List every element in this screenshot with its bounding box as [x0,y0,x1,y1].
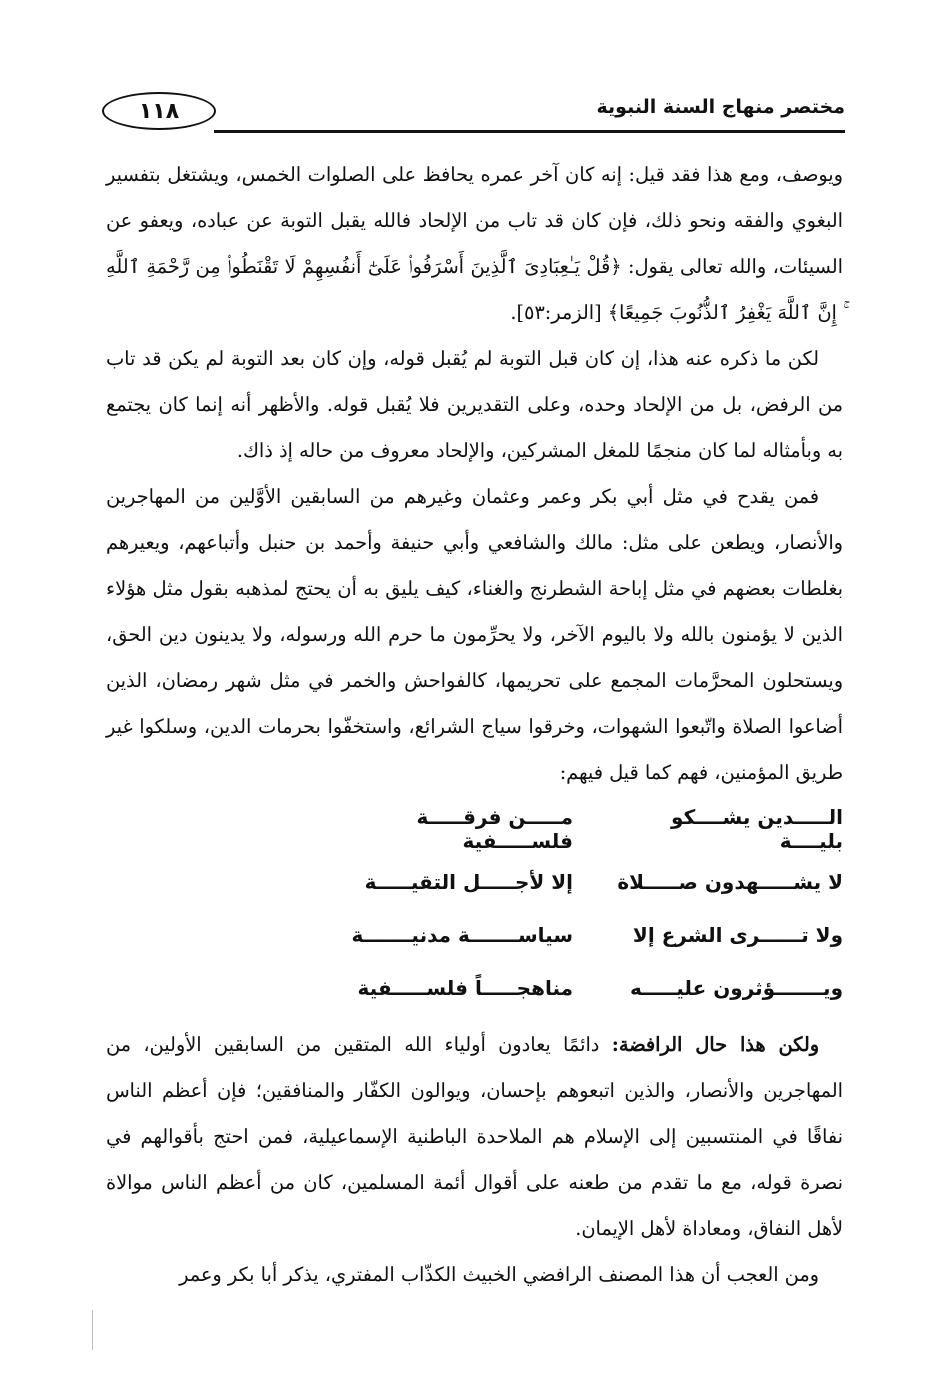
poem-verse [106,855,843,908]
paragraph-repentance: ويوصف، ومع هذا فقد قيل: إنه كان آخر عمره يحافظ على الصلوات الخمس، ويشتغل بتفسير البغوي والفقه ونحو ذلك، فإن كان قد تاب من الإلحاد فالله يقبل التوبة عن عباده، ويعفو عن السيئات، والله تعالى يقول: ﴿قُلْ يَـٰعِبَادِىَ ٱلَّذِينَ أَسْرَفُوا۟ عَلَىٰٓ أَنفُسِهِمْ لَا تَقْنَطُوا۟ مِن رَّحْمَةِ ٱللَّهِ ۚ إِنَّ ٱللَّهَ يَغْفِرُ ٱلذُّنُوبَ جَمِيعًا﴾ [الزمر:٥٣]. [106,163,843,324]
poem-hemistich-first: ولا تــــــرى الشرع إلا [632,922,843,947]
page-body [106,152,843,1298]
book-title: مختصر منهاج السنة النبوية [596,96,845,118]
poem-hemistich-second: مناهجـــــاً فلســـــفية [357,975,573,1000]
poem-hemistich-second: إلا لأجـــــل التقيـــــة [364,869,573,894]
paragraph-criticism: فمن يقدح في مثل أبي بكر وعمر وعثمان وغيرهم من السابقين الأوَّلين من المهاجرين والأنصار، ويطعن على مثل: مالك والشافعي وأبي حنيفة وأحمد بن حنبل وأتباعهم، ويعيرهم بغلطات بعضهم في مثل إباحة الشطرنج والغناء، كيف يليق به أن يحتج لمذهبه بقول مثل هؤلاء الذين لا يؤمنون بالله ولا باليوم الآخر، ولا يحرِّمون ما حرم الله ورسوله، ولا يدينون دين الحق، ويستحلون المحرَّمات المجمع على تحريمها، كالفواحش والخمر في مثل شهر رمضان، الذين أضاعوا الصلاة واتّبعوا الشهوات، وخرقوا سياج الشرائع، واستخفّوا بحرمات الدين، وسلكوا غير طريق المؤمنين، فهم كما قيل فيهم: [106,485,843,784]
paragraph-rafida [106,1022,843,1252]
poem-hemistich-second: سياســـــــة مدنيـــــــة [351,922,573,947]
poem-verse [106,961,843,1014]
paragraph-last: ومن العجب أن هذا المصنف الرافضي الخبيث الكذّاب المفتري، يذكر أبا بكر وعمر [179,1263,819,1286]
poem [106,802,843,1014]
paragraph-rafida-text: دائمًا يعادون أولياء الله المتقين من السابقين الأولين، من المهاجرين والأنصار، والذين اتبعوهم بإحسان، ويوالون الكفّار والمنافقين؛ فإن أعظم الناس نفاقًا في المنتسبين إلى الإسلام هم الملاحدة الباطنية الإسماعيلية، فمن احتج بأقوالهم في نصرة قوله، مع ما تقدم من طعنه على أقوال أئمة المسلمين، كان من أعظم الناس موالاة لأهل النفاق، ومعاداة لأهل الإيمان. [106,1033,843,1240]
margin-mark [92,1310,93,1350]
page-header [96,92,845,136]
poem-hemistich-first: ويـــــــؤثرون عليـــــه [629,975,843,1000]
poem-hemistich-second: مـــــن فرقـــــة فلســـــفية [416,804,573,853]
paragraph-acceptance: لكن ما ذكره عنه هذا، إن كان قبل التوبة لم يُقبل قوله، وإن كان بعد التوبة لم يكن قد تاب من الرفض، بل من الإلحاد وحده، وعلى التقديرين فلا يُقبل قوله. والأظهر أنه إنما كان يجتمع به وبأمثاله لما كان منجمًا للمغل المشركين، والإلحاد معروف من حاله إذ ذاك. [106,347,843,462]
poem-verse [106,802,843,855]
header-rule [214,130,845,133]
paragraph-lead: ولكن هذا حال الرافضة: [611,1033,820,1056]
poem-hemistich-first: لا يشـــــهدون صـــــلاة [617,869,843,894]
poem-verse [106,908,843,961]
page-number-badge: ١١٨ [102,92,216,130]
poem-hemistich-first: الـــــدين يشــــكو بليــــة [671,804,843,853]
